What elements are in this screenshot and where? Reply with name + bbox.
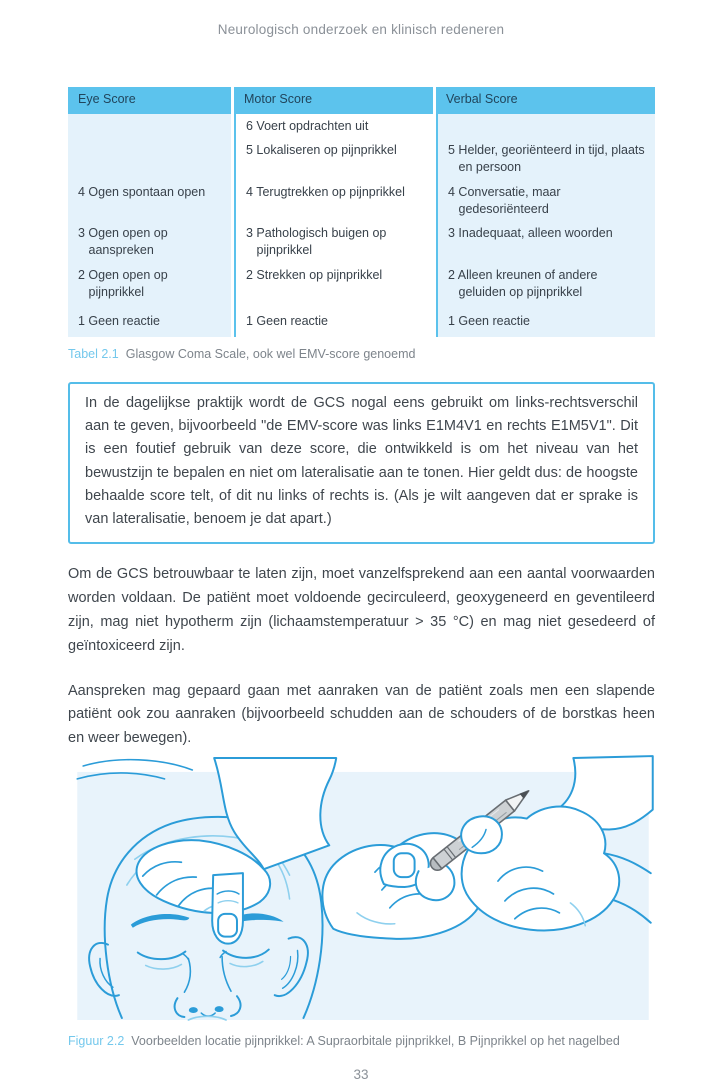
note-box: In de dagelijkse praktijk wordt de GCS nogal eens gebruikt om links-rechtsverschil aan te geven, bijvoorbeeld "de EMV-score was links E1M4V1 en rechts E1M5V1". Dit is een foutief gebruik van deze score, die ontwikkeld is om het niveau van het bewustzijn te bepalen en niet om lateralisatie aan te tonen. Hier geldt dus: de hoogste behaalde score telt, of dit nu links of rechts is. (Als je wilt aangeven dat er sprake is van lateralisatie, benoem je dat apart.)	[68, 382, 655, 545]
table-caption-text: Glasgow Coma Scale, ook wel EMV-score genoemd	[125, 347, 416, 362]
running-head: Neurologisch onderzoek en klinisch redeneren	[217, 22, 505, 37]
page-content	[68, 87, 655, 1050]
table-cell: 3 Pathologisch buigen op pijnprikkel	[234, 221, 433, 263]
table-cell: 2 Alleen kreunen of andere geluiden op pijnprikkel	[436, 263, 655, 305]
table-cell	[68, 138, 231, 180]
table-cell: 1 Geen reactie	[68, 304, 231, 337]
figure-caption-text: Voorbeelden locatie pijnprikkel: A Supraorbitale pijnprikkel, B Pijnprikkel op het nagelbed	[131, 1033, 620, 1048]
table-cell: 5 Lokaliseren op pijnprikkel	[234, 138, 433, 180]
table-cell: 4 Conversatie, maar gedesoriënteerd	[436, 180, 655, 222]
table-header-motor-score: Motor Score	[234, 87, 433, 114]
table-cell: 2 Strekken op pijnprikkel	[234, 263, 433, 305]
table-cell: 1 Geen reactie	[436, 304, 655, 337]
table-cell: 5 Helder, georiënteerd in tijd, plaats en persoon	[436, 138, 655, 180]
table-caption-label: Tabel 2.1	[68, 347, 119, 362]
paragraph: Aanspreken mag gepaard gaan met aanraken van de patiënt zoals men een slapende patiënt ook zou aanraken (bijvoorbeeld schudden aan de schouders of de borstkas heen en weer bewegen).	[68, 682, 655, 747]
table-cell: 4 Terugtrekken op pijnprikkel	[234, 180, 433, 222]
table-cell: 1 Geen reactie	[234, 304, 433, 337]
table-header-verbal-score: Verbal Score	[436, 87, 655, 114]
figure-illustration	[75, 764, 651, 1020]
paragraph: Om de GCS betrouwbaar te laten zijn, moet vanzelfsprekend aan een aantal voorwaarden worden voldaan. De patiënt moet voldoende gecirculeerd, geoxygeneerd en geventileerd zijn, mag niet hypotherm zijn (lichaamstemperatuur > 35 °C) en mag niet gesedeerd of geïntoxiceerd zijn.	[68, 566, 655, 654]
table-header-eye-score: Eye Score	[68, 87, 231, 114]
table-cell: 4 Ogen spontaan open	[68, 180, 231, 222]
table-cell	[68, 114, 231, 139]
table-cell: 3 Inadequaat, alleen woorden	[436, 221, 655, 263]
table-cell: 2 Ogen open op pijnprikkel	[68, 263, 231, 305]
table-caption	[68, 346, 655, 364]
table-cell: 6 Voert opdrachten uit	[234, 114, 433, 139]
page-number: 33	[353, 1067, 369, 1082]
gcs-table	[68, 87, 655, 337]
table-cell	[436, 114, 655, 139]
table-cell: 3 Ogen open op aanspreken	[68, 221, 231, 263]
figure-caption	[68, 1033, 655, 1051]
figure-caption-label: Figuur 2.2	[68, 1033, 125, 1048]
